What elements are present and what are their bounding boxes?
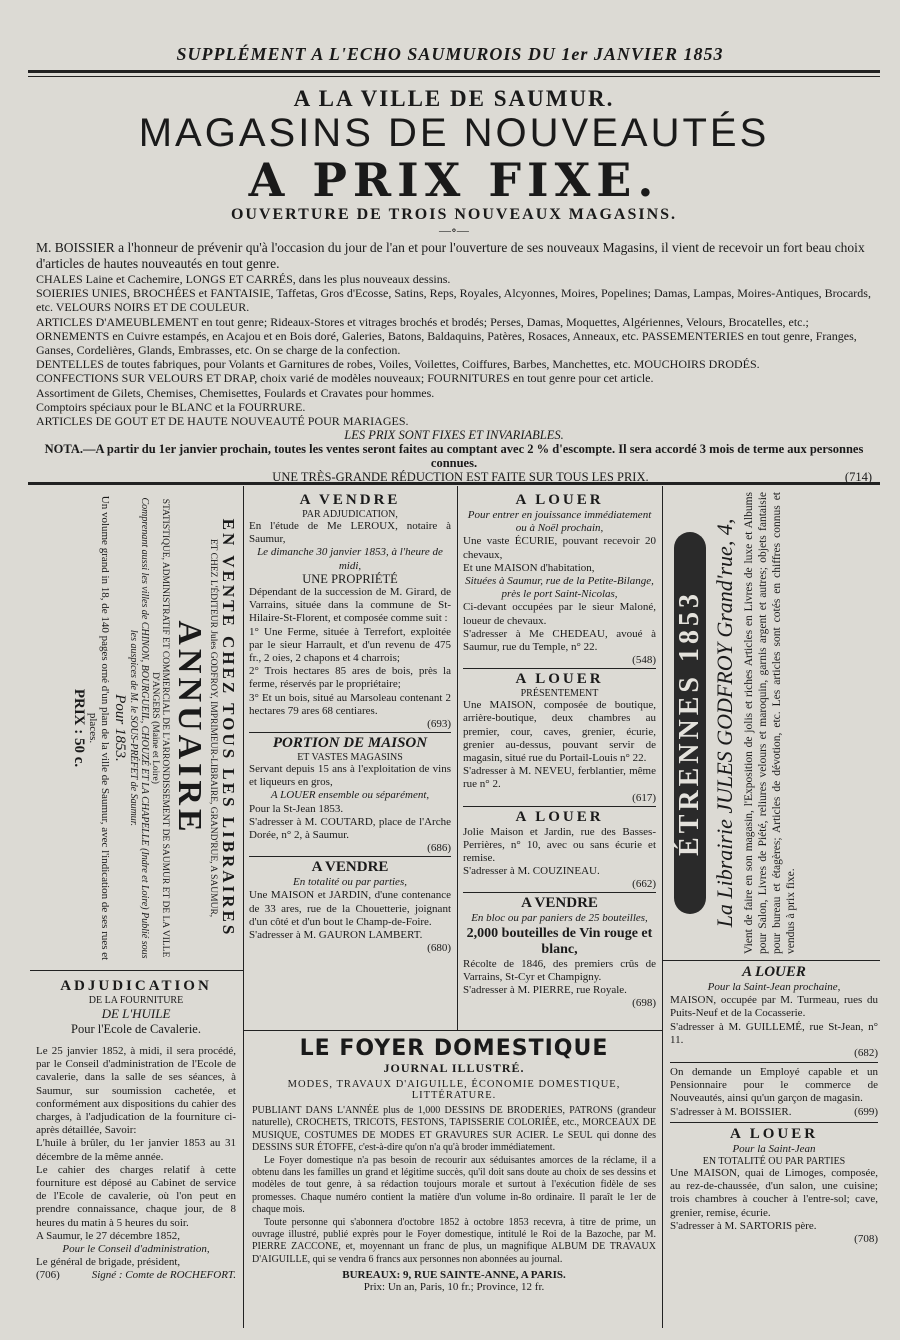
foyer-domestique-advertisement: [252, 1036, 656, 1328]
ad-line: ARTICLES DE GOUT ET DE HAUTE NOUVEAUTÉ POUR MARIAGES.: [36, 414, 409, 429]
etrennes-banner: ÉTRENNES 1853: [674, 532, 706, 914]
louer1-title: A LOUER: [515, 492, 604, 508]
foyer-prix: Prix: Un an, Paris, 10 fr.; Province, 12 fr.: [363, 1281, 545, 1294]
portion-ref: (686): [427, 842, 451, 855]
annuaire-statistique: STATISTIQUE, ADMINISTRATIF ET COMMERCIAL DE L'ARRONDISSEMENT DE SAUMUR ET DE LA VILLE D'ANGERS (Maine et Loire): [150, 498, 170, 958]
column-two: [249, 490, 451, 1028]
louer1-p1: Une vaste ÉCURIE, pouvant recevoir 20 chevaux,: [463, 535, 656, 561]
main-advertisement: [28, 82, 880, 485]
vendre3-sub: En bloc ou par paniers de 25 bouteilles,: [471, 912, 648, 925]
employe-row: [670, 1106, 878, 1119]
louer5-sub: Pour la Saint-Jean: [732, 1142, 816, 1155]
ad-line: CONFECTIONS SUR VELOURS ET DRAP, choix varié de modèles nouveaux; FOURNITURES en tout genre pour cet article.: [36, 371, 654, 386]
ad-intro: M. BOISSIER a l'honneur de prévenir qu'à l'occasion du jour de l'an et pour l'ouverture de ses nouveaux Magasins, il vient de recevoir un fort beau choix d'articles de hautes nouveautés en tout genre.: [36, 240, 865, 271]
ornament-divider: —∘—: [439, 223, 469, 237]
column-three: [463, 490, 656, 1028]
louer2-p2: S'adresser à M. NEVEU, ferblantier, même rue n° 2.: [463, 765, 656, 791]
foyer-sub: JOURNAL ILLUSTRÉ.: [383, 1061, 525, 1075]
vendre2-title: A VENDRE: [311, 859, 389, 876]
ad-ref: (714): [844, 470, 872, 485]
adjudication-p6: Le général de brigade, président,: [36, 1256, 181, 1269]
louer3-p1: Jolie Maison et Jardin, rue des Basses-Perrières, n° 10, avec ou sans écurie et remise.: [463, 825, 656, 865]
ad-separator: [463, 668, 656, 669]
louer3-title: A LOUER: [515, 808, 604, 825]
louer1-p5: S'adresser à Me CHEDEAU, avoué à Saumur, rue du Temple, n° 22.: [463, 627, 656, 654]
column-four-bottom: [670, 964, 878, 1328]
section-rule: [243, 1030, 662, 1031]
vendre3-title: A VENDRE: [521, 895, 598, 912]
foyer-p3: Toute personne qui s'abonnera d'octobre 1852 à octobre 1853 recevra, à titre de prime, un ouvrage illustré, publié exprès pour le Foyer domestique, intitulé le Roi de la Bazoche, par M. PIERRE ZACCONE, et, moyennant un franc de plus, un magnifique ALBUM DE TRAVAUX D'AIGUILLE, qui se vendra 6 francs aux personnes non abonnées au journal.: [252, 1216, 656, 1265]
adjudication-sign-row: [36, 1269, 236, 1282]
louer1-p4: Ci-devant occupées par le sieur Maloné, loueur de chevaux.: [463, 601, 656, 627]
vendre2-sub: En totalité ou par parties,: [293, 876, 407, 889]
portion-p4: S'adresser à M. COUTARD, place de l'Arche Dorée, n° 2, à Saumur.: [249, 815, 451, 842]
louer5-sub2: EN TOTALITÉ OU PAR PARTIES: [702, 1156, 846, 1168]
louer3-p2: S'adresser à M. COUZINEAU.: [463, 865, 600, 878]
louer4-p1: MAISON, occupée par M. Turmeau, rues du Puits-Neuf et de la Cocasserie.: [670, 994, 878, 1020]
louer4-ref: (682): [854, 1047, 878, 1060]
vendre1-ref: (693): [427, 718, 451, 731]
vendre3-p2: Récolte de 1846, des premiers crûs de Varrains, St-Cyr et Champigny.: [463, 957, 656, 983]
ad-reduction: UNE TRÈS-GRANDE RÉDUCTION EST FAITE SUR TOUS LES PRIX.: [272, 470, 649, 485]
louer2-sub: PRÉSENTEMENT: [520, 688, 599, 700]
vendre1-p1: En l'étude de Me LEROUX, notaire à Saumur,: [249, 520, 451, 546]
godfroy-rotated-block: [674, 492, 798, 954]
ad-separator: [670, 1062, 878, 1063]
ad-separator: [670, 1122, 878, 1123]
adjudication-p2: L'huile à brûler, du 1er janvier 1853 au 31 décembre de la même année.: [36, 1137, 236, 1163]
vendre1-p7: 3° Et un bois, situé au Marsoleau contenant 2 hectares 79 ares 68 centiares.: [249, 691, 451, 717]
ad-line: Assortiment de Gilets, Chemises, Chemisettes, Foulards et Cravates pour hommes.: [36, 385, 435, 400]
annuaire-year: Pour 1853.: [112, 694, 128, 762]
ad-separator: [249, 856, 451, 857]
vendre1-title: A VENDRE: [299, 492, 401, 508]
column-divider: [243, 1030, 244, 1328]
vendre1-p5: 1° Une Ferme, située à Terrefort, exploitée par le sieur Harrault, et d'un revenu de 475 fr., 2 oies, 2 chapons et 4 charrois;: [249, 625, 451, 665]
ad-separator: [463, 806, 656, 807]
vendre2-ref: (680): [427, 942, 451, 955]
louer1-p3: Situées à Saumur, rue de la Petite-Bilange, près le port Saint-Nicolas,: [465, 575, 654, 601]
portion-title: PORTION DE MAISON: [272, 735, 428, 752]
louer2-p1: Une MAISON, composée de boutique, arrière-boutique, deux chambres au premier, cour, caves, grenier, écurie, grenier au-dessus, pouvant servir de magasin, situé rue du Portail-Louis n° 22.: [463, 699, 656, 765]
vendre3-p1: 2,000 bouteilles de Vin rouge et blanc,: [466, 925, 653, 957]
ad-line: DENTELLES de toutes fabriques, pour Volants et Garnitures de robes, Voiles, Voilettes, Coiffures, Barbes, Manchettes, etc. MOUCHOIRS DRODÉS.: [36, 357, 760, 372]
godfroy-advertisement: [666, 488, 878, 958]
ad-title-ouverture: OUVERTURE DE TROIS NOUVEAUX MAGASINS.: [230, 206, 678, 223]
foyer-title: LE FOYER DOMESTIQUE: [299, 1036, 609, 1061]
ad-separator: [249, 732, 451, 733]
section-rule: [28, 482, 880, 485]
louer2-title: A LOUER: [515, 671, 604, 688]
section-rule: [30, 970, 243, 971]
foyer-p1: PUBLIANT DANS L'ANNÉE plus de 1,000 DESSINS DE BRODERIES, PATRONS (grandeur naturelle), CROCHETS, TRICOTS, FESTONS, TAPISSERIE COLORIÉE, etc., MORCEAUX DE MUSIQUE, COSTUMES DE MODES ET GRAVURES SUR ACIER. Le SEUL qui donne des DESSINS SUR ÉTOFFE, c'est-à-dire qu'on n'a qu'à broder immédiatement.: [252, 1105, 656, 1154]
louer5-title: A LOUER: [729, 1125, 819, 1142]
annuaire-rotated-block: [70, 492, 238, 964]
portion-p3: Pour la St-Jean 1853.: [249, 802, 344, 815]
louer5-p2: S'adresser à M. SARTORIS père.: [670, 1219, 817, 1232]
portion-p1: Servant depuis 15 ans à l'exploitation de vins et liqueurs en gros,: [249, 763, 451, 789]
page-header: SUPPLÉMENT A L'ECHO SAUMUROIS DU 1er JANVIER 1853: [176, 44, 724, 64]
godfroy-name: La Librairie JULES GODFROY Grand'rue, 4,: [712, 518, 737, 928]
vendre2-p1: Une MAISON et JARDIN, d'une contenance de 33 ares, rue de la Chouetterie, joignant d'un côté et d'un bout le Champ-de-Foire.: [249, 889, 451, 928]
ad-title-magasins: MAGASINS DE NOUVEAUTÉS: [138, 111, 770, 155]
ad-title-ville: A LA VILLE DE SAUMUR.: [293, 86, 615, 111]
adjudication-advertisement: [36, 976, 236, 1328]
ad-line: SOIERIES UNIES, BROCHÉES et FANTAISIE, Taffetas, Gros d'Ecosse, Satins, Reps, Royales, Alcyonnes, Moires, Popelines; Damas, Lampas, Moires-Antiques, Brocards, etc. VELOURS NOIRS ET DE COULEUR.: [36, 286, 871, 315]
ad-nota: NOTA.—A partir du 1er janvier prochain, toutes les ventes seront faites au comptant avec 2 % d'escompte. Il sera accordé 3 mois de terme aux personnes connues.: [44, 442, 864, 471]
adjudication-sub1: DE LA FOURNITURE: [88, 995, 184, 1006]
louer1-ref: (548): [632, 654, 656, 667]
ad-lines: [36, 272, 872, 428]
louer1-sub: Pour entrer en jouissance immédiatement ou à Noël prochain,: [467, 509, 652, 535]
adjudication-title: ADJUDICATION: [60, 978, 212, 994]
employe-ref: (699): [854, 1105, 878, 1118]
ad-line: Comptoirs spéciaux pour le BLANC et la FOURRURE.: [36, 399, 306, 414]
vendre1-p6: 2° Trois hectares 85 ares de bois, près la ferme, réservés par le propriétaire;: [249, 665, 451, 691]
vendre1-p3: UNE PROPRIÉTÉ: [302, 571, 398, 586]
employe-p1: On demande un Employé capable et un Pensionnaire pour le commerce de Nouveautés, ainsi qu'un garçon de magasin.: [670, 1066, 878, 1105]
annuaire-editeur: ET CHEZ L'ÉDITEUR Jules GODFROY, IMPRIMEUR-LIBRAIRE, GRAND'RUE, A SAUMUR,: [208, 538, 218, 918]
adjudication-p4: A Saumur, le 27 décembre 1852,: [36, 1229, 181, 1242]
ad-line: ARTICLES D'AMEUBLEMENT en tout genre; Rideaux-Stores et vitrages brochés et brodés; Perses, Damas, Moquettes, Algériennes, Velours, Brocatelles, etc.; ORNEMENTS en Cuivre estampés, en Acajou et en Bois doré, Galeries, Batons, Baldaquins, Patères, Rosaces, Anneaux, etc. PASSEMENTERIES en tout genre, Franges, Ganses, Cordelières, Glands, Embrasses, etc. On se charge de la confection.: [36, 314, 857, 358]
portion-sub: ET VASTES MAGASINS: [297, 752, 403, 764]
vendre2-p2: S'adresser à M. GAURON LAMBERT.: [249, 929, 423, 942]
louer1-p2: Et une MAISON d'habitation,: [463, 561, 595, 574]
adjudication-sub3: Pour l'Ecole de Cavalerie.: [71, 1022, 201, 1036]
adjudication-sub2: DE L'HUILE: [101, 1006, 171, 1021]
header-rule-thin: [28, 76, 880, 77]
vendre1-sub: PAR ADJUDICATION,: [302, 509, 398, 520]
louer4-title: A LOUER: [742, 964, 806, 980]
section-rule: [662, 960, 880, 961]
vendre3-p3: S'adresser à M. PIERRE, rue Royale.: [463, 984, 627, 997]
annuaire-vente: EN VENTE CHEZ TOUS LES LIBRAIRES: [219, 518, 238, 938]
louer5-ref: (708): [854, 1233, 878, 1246]
annuaire-comprenant: Comprenant aussi les villes de CHINON, BOURGUEIL, CHOUZÉ ET LA CHAPELLE (Indre et Loire) Publié sous les auspices de M. le SOUS-PRÉFET de Saumur.: [128, 497, 150, 959]
ad-fixed-prices: LES PRIX SONT FIXES ET INVARIABLES.: [344, 428, 564, 443]
ad-line: CHALES Laine et Cachemire, LONGS ET CARRÉS, dans les plus nouveaux dessins.: [36, 272, 451, 286]
godfroy-desc: Vient de faire en son magasin, l'Exposition de jolis et riches Articles en Livres de luxe et Albums pour Salon, Livres de Piété, reliures velours et maroquin, garnis argent et autres; objets fantaisie pour bureau et étagères; Articles de dévotion, etc. Les articles sont cotés en chiffres connus et vendus à prix fixe.: [743, 492, 797, 954]
vendre1-p2: Le dimanche 30 janvier 1853, à l'heure de midi,: [257, 546, 443, 572]
adjudication-p5: Pour le Conseil d'administration,: [62, 1243, 210, 1256]
annuaire-volume: Un volume grand in 18, de 140 pages orné d'un plan de la ville de Saumur, avec l'indication de ses rues et places.: [87, 495, 111, 961]
annuaire-title: ANNUAIRE: [171, 620, 208, 836]
foyer-bureaux: BUREAUX: 9, RUE SAINTE-ANNE, A PARIS.: [342, 1269, 566, 1282]
adjudication-signature: Signé : Comte de ROCHEFORT.: [91, 1269, 236, 1282]
adjudication-p3: Le cahier des charges relatif à cette fourniture est déposé au Cabinet de service de l'Ecole de cavalerie, où l'on peut en prendre connaissance, chaque jour, de 8 heures du matin à 5 heures du soir.: [36, 1163, 236, 1229]
ad-separator: [463, 892, 656, 893]
column-divider: [457, 486, 458, 1030]
louer5-p1: Une MAISON, quai de Limoges, composée, au rez-de-chaussée, d'un salon, une cuisine; trois chambres à coucher à l'entre-sol; cave, grenier, remise, écurie.: [670, 1167, 878, 1219]
annuaire-price: PRIX : 50 c.: [71, 688, 87, 768]
foyer-sub2: MODES, TRAVAUX D'AIGUILLE, ÉCONOMIE DOMESTIQUE, LITTÉRATURE.: [287, 1079, 621, 1101]
column-divider: [662, 486, 663, 1328]
column-divider: [243, 486, 244, 1030]
vendre1-p4: Dépendant de la succession de M. Girard, de Varrains, située dans la commune de St-Hilaire-St-Florent, et composée comme suit :: [249, 586, 451, 625]
louer4-p2: S'adresser à M. GUILLEMÉ, rue St-Jean, n° 11.: [670, 1020, 878, 1046]
louer3-ref: (662): [632, 878, 656, 891]
louer2-ref: (617): [632, 791, 656, 804]
portion-p2: A LOUER ensemble ou séparément,: [270, 789, 430, 802]
employe-p2: S'adresser à M. BOISSIER.: [670, 1105, 792, 1118]
adjudication-ref: (706): [36, 1269, 60, 1282]
louer4-sub: Pour la Saint-Jean prochaine,: [707, 981, 841, 993]
vendre3-ref: (698): [632, 997, 656, 1010]
foyer-p2: Le Foyer domestique n'a pas besoin de recourir aux séduisantes amorces de la réclame, il a obtenu dans les familles un grand et légitime succès, qu'il doit sans doute au choix de ses dessins et modèles de tout genre, à sa rédaction toujours morale et surtout à l'exécution fidèle de ses promesses. Chaque numéro contient la matière d'un volume in-8o ordinaire. Il paraît le 1er de chaque mois.: [252, 1154, 656, 1216]
adjudication-p1: Le 25 janvier 1852, à midi, il sera procédé, par le Conseil d'administration de l'Ecole de cavalerie, dans la salle de ses séances, à Saumur, sur soumission cachetée, et conformément aux dispositions du cahier des charges, à l'adjudication de la fourniture ci-après détaillée, Savoir:: [36, 1045, 236, 1137]
header-rule: [28, 70, 880, 73]
ad-title-prix-fixe: A PRIX FIXE.: [248, 153, 660, 207]
annuaire-advertisement: [30, 488, 240, 968]
